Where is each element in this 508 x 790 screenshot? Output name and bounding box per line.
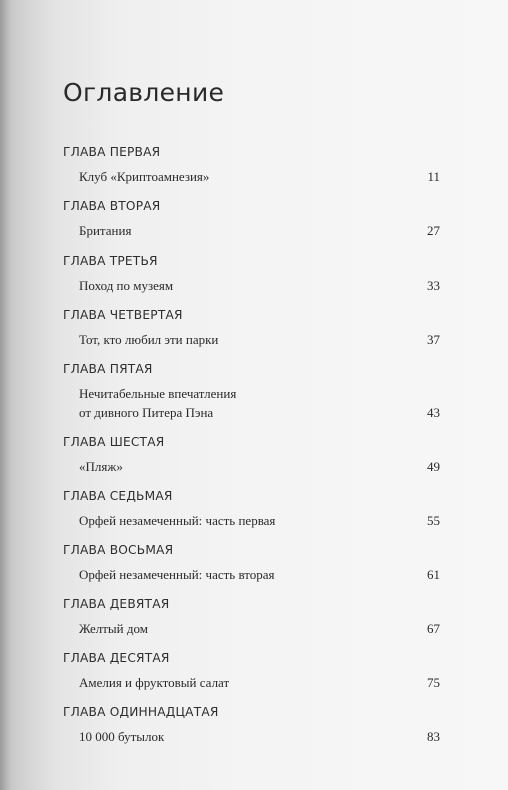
chapter-heading: ГЛАВА ДЕСЯТАЯ xyxy=(63,651,170,665)
chapter-page-number: 75 xyxy=(427,675,440,690)
chapter-title: Орфей незамеченный: часть вторая xyxy=(79,567,275,582)
page-title: Оглавление xyxy=(63,78,225,107)
chapter-title: 10 000 бутылок xyxy=(79,729,165,744)
chapter-title: Поход по музеям xyxy=(79,278,174,293)
chapter-title: Клуб «Криптоамнезия» xyxy=(79,169,210,184)
chapter-page-number: 27 xyxy=(427,223,440,238)
chapter-page-number: 61 xyxy=(427,567,440,582)
chapter-title-line-1: Нечитабельные впечатления xyxy=(79,386,237,401)
chapter-heading: ГЛАВА ДЕВЯТАЯ xyxy=(63,597,170,611)
chapter-heading: ГЛАВА ПЕРВАЯ xyxy=(63,145,161,159)
chapter-heading: ГЛАВА ЧЕТВЕРТАЯ xyxy=(63,308,183,322)
chapter-heading: ГЛАВА ТРЕТЬЯ xyxy=(63,254,158,268)
chapter-title: Амелия и фруктовый салат xyxy=(79,675,230,690)
chapter-heading: ГЛАВА ВТОРАЯ xyxy=(63,199,161,213)
chapter-page-number: 55 xyxy=(427,513,440,528)
chapter-heading: ГЛАВА ОДИННАДЦАТАЯ xyxy=(63,705,219,719)
chapter-heading: ГЛАВА ПЯТАЯ xyxy=(63,362,153,376)
chapter-title-line-2: от дивного Питера Пэна xyxy=(79,405,214,420)
chapter-page-number: 37 xyxy=(427,332,440,347)
chapter-heading: ГЛАВА ШЕСТАЯ xyxy=(63,435,165,449)
chapter-page-number: 67 xyxy=(427,621,440,636)
chapter-title: Британия xyxy=(79,223,132,238)
chapter-page-number: 33 xyxy=(427,278,440,293)
chapter-page-number: 43 xyxy=(427,405,440,420)
chapter-heading: ГЛАВА ВОСЬМАЯ xyxy=(63,543,174,557)
chapter-title: Желтый дом xyxy=(79,621,148,636)
chapter-page-number: 49 xyxy=(427,459,440,474)
chapter-page-number: 83 xyxy=(427,729,440,744)
chapter-title: Орфей незамеченный: часть первая xyxy=(79,513,276,528)
chapter-page-number: 11 xyxy=(427,169,440,184)
chapter-title: «Пляж» xyxy=(79,459,123,474)
chapter-title: Тот, кто любил эти парки xyxy=(79,332,219,347)
chapter-heading: ГЛАВА СЕДЬМАЯ xyxy=(63,489,173,503)
